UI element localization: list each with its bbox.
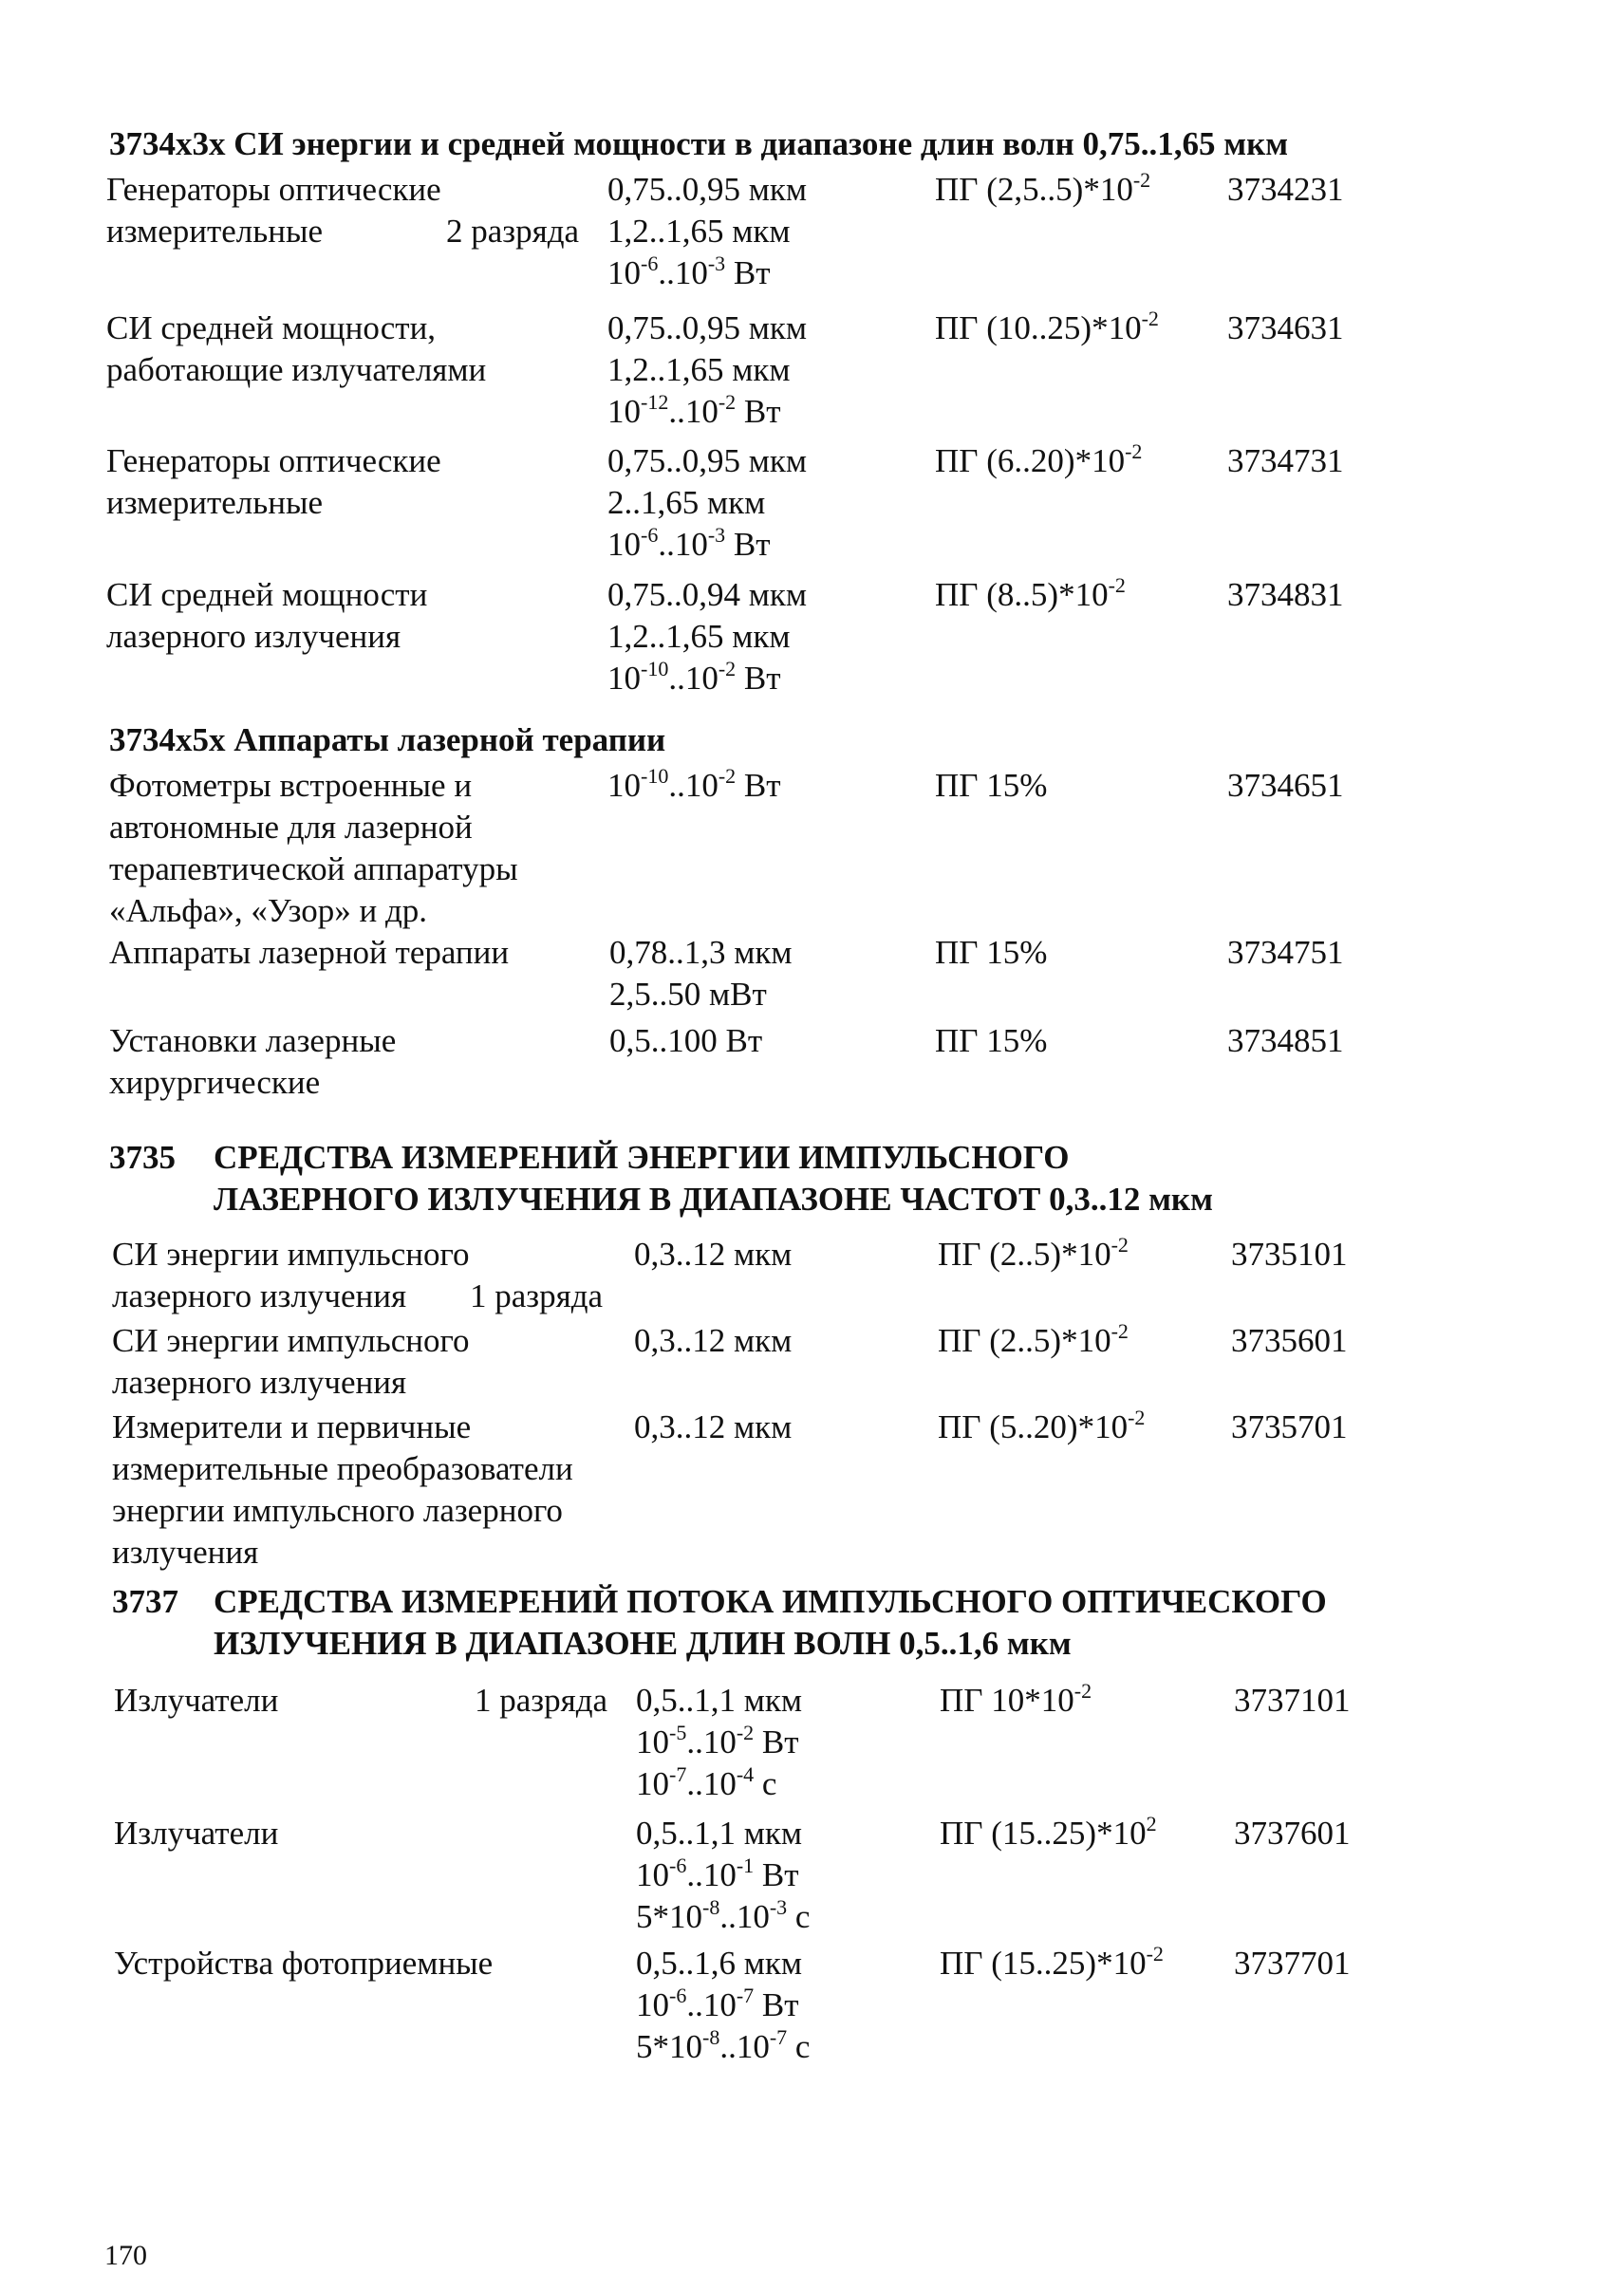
section-number-3737: 3737: [112, 1583, 178, 1620]
row-name: Генераторы оптические измерительные: [106, 171, 441, 250]
row-accuracy: ПГ $(6..20)*10^{-2}$: [935, 439, 1143, 479]
section-heading-3737: СРЕДСТВА ИЗМЕРЕНИЙ ПОТОКА ИМПУЛЬСНОГО ОПТИЧЕСКОГО ИЗЛУЧЕНИЯ В ДИАПАЗОНЕ ДЛИН ВОЛН 0,5..1,6 мкм: [214, 1583, 1327, 1662]
row-values: 0,3..12 мкм: [634, 1408, 793, 1445]
row-values: $10^{-10}..10^{-2}$ Вт: [607, 764, 781, 804]
row-accuracy: ПГ 15%: [935, 1022, 1048, 1059]
row-accuracy: ПГ $(2..5)*10^{-2}$: [938, 1233, 1129, 1273]
row-accuracy: ПГ $(10..25)*10^{-2}$: [935, 307, 1159, 346]
row-values: 0,5..100 Вт: [609, 1022, 763, 1059]
row-name: СИ средней мощности, работающие излучателями: [106, 309, 487, 388]
row-code: 3734851: [1227, 1022, 1344, 1059]
row-values: 0,75..0,95 мкм 1,2..1,65 мкм $10^{-6}..10^{-3}$ Вт: [607, 171, 808, 291]
row-accuracy: ПГ $(2..5)*10^{-2}$: [938, 1319, 1129, 1359]
row-accuracy: ПГ $(2,5..5)*10^{-2}$: [935, 168, 1151, 208]
row-values: 0,3..12 мкм: [634, 1322, 793, 1359]
section-number-3735: 3735: [109, 1139, 176, 1176]
section-heading-3734x3x: 3734х3х СИ энергии и средней мощности в диапазоне длин волн 0,75..1,65 мкм: [109, 125, 1289, 162]
row-name: Генераторы оптические измерительные: [106, 442, 441, 521]
row-values: 0,75..0,94 мкм 1,2..1,65 мкм $10^{-10}..10^{-2}$ Вт: [607, 576, 808, 697]
row-name: СИ средней мощности лазерного излучения: [106, 576, 428, 655]
row-name: Установки лазерные хирургические: [109, 1022, 397, 1101]
row-name: Измерители и первичные измерительные преобразователи энергии импульсного лазерного излучения: [112, 1408, 573, 1571]
row-code: 3734231: [1227, 171, 1344, 208]
row-rank: 2 разряда: [446, 213, 580, 250]
row-rank: 1 разряда: [475, 1682, 608, 1719]
row-code: 3734731: [1227, 442, 1344, 479]
row-name: СИ энергии импульсного лазерного излучения: [112, 1322, 470, 1401]
row-values: 0,75..0,95 мкм 1,2..1,65 мкм $10^{-12}..10^{-2}$ Вт: [607, 309, 808, 430]
row-accuracy: ПГ $(15..25)*10^{-2}$: [940, 1942, 1164, 1982]
row-values: 0,78..1,3 мкм 2,5..50 мВт: [609, 934, 793, 1013]
row-accuracy: ПГ $(15..25)*10^2$: [940, 1812, 1157, 1852]
row-code: 3735701: [1231, 1408, 1348, 1445]
row-name: Излучатели: [114, 1682, 279, 1719]
row-name: Фотометры встроенные и автономные для лазерной терапевтической аппаратуры «Альфа», «Узор» и др.: [109, 767, 518, 929]
section-heading-3735: СРЕДСТВА ИЗМЕРЕНИЙ ЭНЕРГИИ ИМПУЛЬСНОГО ЛАЗЕРНОГО ИЗЛУЧЕНИЯ В ДИАПАЗОНЕ ЧАСТОТ 0,3..12 мкм: [214, 1139, 1213, 1218]
row-name: Устройства фотоприемные: [114, 1945, 494, 1982]
row-accuracy: ПГ $(8..5)*10^{-2}$: [935, 573, 1126, 613]
row-rank: 1 разряда: [470, 1277, 604, 1314]
row-code: 3737701: [1234, 1945, 1351, 1982]
row-code: 3737601: [1234, 1815, 1351, 1852]
row-values: 0,3..12 мкм: [634, 1236, 793, 1273]
row-accuracy: ПГ 15%: [935, 767, 1048, 804]
row-name: Излучатели: [114, 1815, 279, 1852]
row-values: 0,5..1,1 мкм $10^{-6}..10^{-1}$ Вт $5*10^{-8}..10^{-3}$ с: [636, 1815, 811, 1935]
row-code: 3734631: [1227, 309, 1344, 346]
row-code: 3734831: [1227, 576, 1344, 613]
row-values: 0,5..1,6 мкм $10^{-6}..10^{-7}$ Вт $5*10^{-8}..10^{-7}$ с: [636, 1945, 811, 2065]
row-code: 3735601: [1231, 1322, 1348, 1359]
row-code: 3735101: [1231, 1236, 1348, 1273]
row-accuracy: ПГ 15%: [935, 934, 1048, 971]
section-heading-3734x5x: 3734х5х Аппараты лазерной терапии: [109, 721, 666, 758]
row-values: 0,5..1,1 мкм $10^{-5}..10^{-2}$ Вт $10^{-7}..10^{-4}$ с: [636, 1682, 803, 1802]
row-values: 0,75..0,95 мкм 2..1,65 мкм $10^{-6}..10^{-3}$ Вт: [607, 442, 808, 563]
row-code: 3737101: [1234, 1682, 1351, 1719]
row-code: 3734751: [1227, 934, 1344, 971]
page-number: 170: [104, 2240, 147, 2271]
row-name: СИ энергии импульсного лазерного излучения: [112, 1236, 470, 1314]
row-name: Аппараты лазерной терапии: [109, 934, 510, 971]
row-code: 3734651: [1227, 767, 1344, 804]
row-accuracy: ПГ $10*10^{-2}$: [940, 1679, 1092, 1719]
row-accuracy: ПГ $(5..20)*10^{-2}$: [938, 1406, 1146, 1445]
